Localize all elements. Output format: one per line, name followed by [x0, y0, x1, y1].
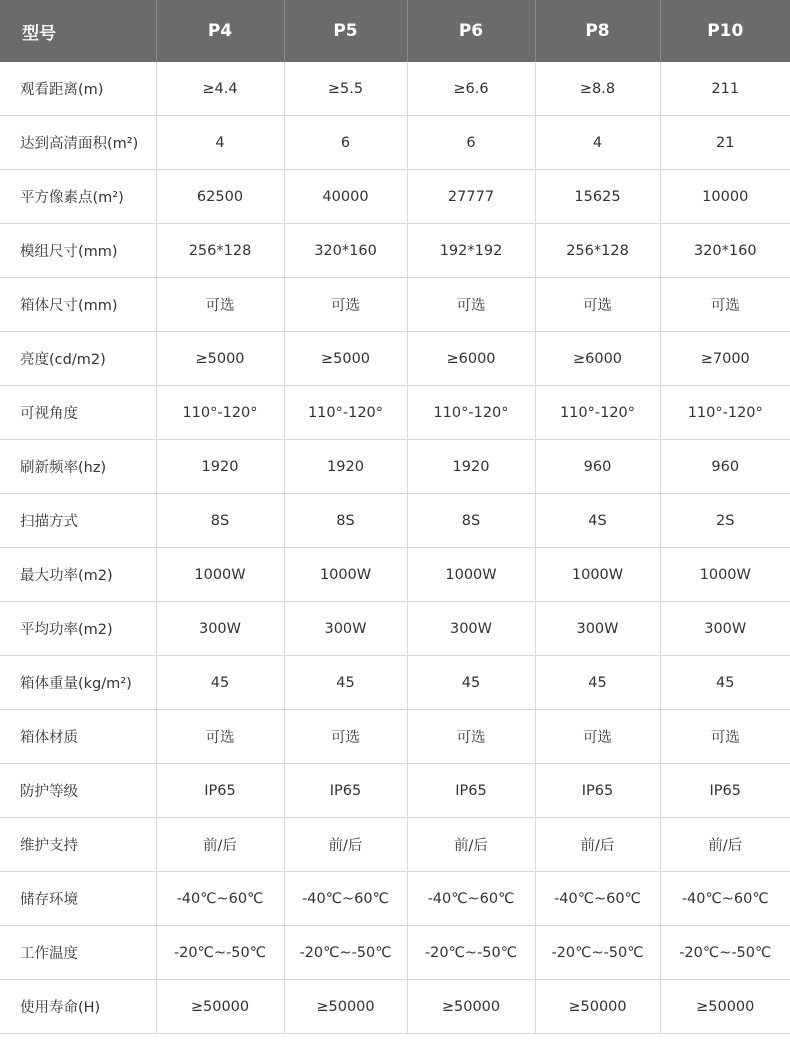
- cell-p10: -40℃~60℃: [660, 872, 790, 926]
- cell-p4: -20℃~-50℃: [156, 926, 284, 980]
- table-row: [0, 602, 790, 656]
- cell-p6: 可选: [407, 278, 535, 332]
- cell-p10: 前/后: [660, 818, 790, 872]
- cell-p6: IP65: [407, 764, 535, 818]
- cell-p6: 1920: [407, 440, 535, 494]
- cell-p4: 62500: [156, 170, 284, 224]
- cell-p8: 960: [535, 440, 660, 494]
- spec-table-body: [0, 62, 790, 1034]
- cell-p6: ≥6.6: [407, 62, 535, 116]
- header-cell-p10: P10: [660, 0, 790, 62]
- row-label: 维护支持: [0, 818, 156, 872]
- row-label: 刷新频率(hz): [0, 440, 156, 494]
- cell-p8: 前/后: [535, 818, 660, 872]
- cell-p5: 可选: [284, 278, 407, 332]
- cell-p6: -40℃~60℃: [407, 872, 535, 926]
- cell-p4: 前/后: [156, 818, 284, 872]
- cell-p10: 可选: [660, 278, 790, 332]
- cell-p5: 45: [284, 656, 407, 710]
- cell-p4: 110°-120°: [156, 386, 284, 440]
- cell-p5: IP65: [284, 764, 407, 818]
- cell-p8: 45: [535, 656, 660, 710]
- cell-p4: 8S: [156, 494, 284, 548]
- header-cell-p6: P6: [407, 0, 535, 62]
- cell-p4: ≥4.4: [156, 62, 284, 116]
- cell-p8: 300W: [535, 602, 660, 656]
- cell-p6: 可选: [407, 710, 535, 764]
- cell-p6: 192*192: [407, 224, 535, 278]
- spec-table-header: [0, 0, 790, 62]
- cell-p6: 110°-120°: [407, 386, 535, 440]
- cell-p6: ≥50000: [407, 980, 535, 1034]
- row-label: 工作温度: [0, 926, 156, 980]
- cell-p5: 1920: [284, 440, 407, 494]
- row-label: 达到高清面积(m²): [0, 116, 156, 170]
- cell-p8: -40℃~60℃: [535, 872, 660, 926]
- cell-p4: 4: [156, 116, 284, 170]
- cell-p6: 前/后: [407, 818, 535, 872]
- table-row: [0, 386, 790, 440]
- cell-p6: 45: [407, 656, 535, 710]
- cell-p10: 960: [660, 440, 790, 494]
- cell-p4: 可选: [156, 278, 284, 332]
- cell-p5: ≥50000: [284, 980, 407, 1034]
- table-row: [0, 278, 790, 332]
- cell-p4: ≥50000: [156, 980, 284, 1034]
- table-row: [0, 872, 790, 926]
- cell-p10: -20℃~-50℃: [660, 926, 790, 980]
- cell-p5: 40000: [284, 170, 407, 224]
- cell-p4: 1920: [156, 440, 284, 494]
- cell-p6: 1000W: [407, 548, 535, 602]
- row-label: 使用寿命(H): [0, 980, 156, 1034]
- table-row: [0, 656, 790, 710]
- row-label: 最大功率(m2): [0, 548, 156, 602]
- cell-p8: 1000W: [535, 548, 660, 602]
- header-cell-p5: P5: [284, 0, 407, 62]
- cell-p5: 6: [284, 116, 407, 170]
- row-label: 防护等级: [0, 764, 156, 818]
- cell-p10: 2S: [660, 494, 790, 548]
- cell-p10: ≥7000: [660, 332, 790, 386]
- row-label: 亮度(cd/m2): [0, 332, 156, 386]
- cell-p5: 前/后: [284, 818, 407, 872]
- cell-p4: 300W: [156, 602, 284, 656]
- cell-p10: IP65: [660, 764, 790, 818]
- cell-p8: ≥8.8: [535, 62, 660, 116]
- cell-p6: 8S: [407, 494, 535, 548]
- cell-p5: 可选: [284, 710, 407, 764]
- cell-p8: 4: [535, 116, 660, 170]
- table-row: [0, 764, 790, 818]
- header-cell-p8: P8: [535, 0, 660, 62]
- cell-p5: 1000W: [284, 548, 407, 602]
- row-label: 平方像素点(m²): [0, 170, 156, 224]
- cell-p5: -20℃~-50℃: [284, 926, 407, 980]
- table-row: [0, 116, 790, 170]
- cell-p5: 8S: [284, 494, 407, 548]
- cell-p10: 可选: [660, 710, 790, 764]
- cell-p10: 45: [660, 656, 790, 710]
- header-cell-p4: P4: [156, 0, 284, 62]
- row-label: 扫描方式: [0, 494, 156, 548]
- cell-p10: 10000: [660, 170, 790, 224]
- cell-p8: -20℃~-50℃: [535, 926, 660, 980]
- cell-p5: -40℃~60℃: [284, 872, 407, 926]
- cell-p8: ≥6000: [535, 332, 660, 386]
- header-cell-model: 型号: [0, 0, 156, 62]
- cell-p10: 1000W: [660, 548, 790, 602]
- row-label: 可视角度: [0, 386, 156, 440]
- cell-p8: 15625: [535, 170, 660, 224]
- table-row: [0, 980, 790, 1034]
- cell-p5: ≥5.5: [284, 62, 407, 116]
- cell-p4: 1000W: [156, 548, 284, 602]
- cell-p4: 可选: [156, 710, 284, 764]
- table-row: [0, 224, 790, 278]
- cell-p6: 300W: [407, 602, 535, 656]
- cell-p4: -40℃~60℃: [156, 872, 284, 926]
- cell-p8: 110°-120°: [535, 386, 660, 440]
- cell-p8: 可选: [535, 278, 660, 332]
- cell-p6: 6: [407, 116, 535, 170]
- cell-p10: 320*160: [660, 224, 790, 278]
- cell-p8: 256*128: [535, 224, 660, 278]
- cell-p4: 45: [156, 656, 284, 710]
- row-label: 箱体重量(kg/m²): [0, 656, 156, 710]
- row-label: 模组尺寸(mm): [0, 224, 156, 278]
- cell-p10: ≥50000: [660, 980, 790, 1034]
- cell-p6: 27777: [407, 170, 535, 224]
- cell-p10: 300W: [660, 602, 790, 656]
- cell-p10: 110°-120°: [660, 386, 790, 440]
- row-label: 储存环境: [0, 872, 156, 926]
- cell-p6: ≥6000: [407, 332, 535, 386]
- cell-p6: -20℃~-50℃: [407, 926, 535, 980]
- row-label: 观看距离(m): [0, 62, 156, 116]
- cell-p5: 320*160: [284, 224, 407, 278]
- table-row: [0, 548, 790, 602]
- table-row: [0, 170, 790, 224]
- cell-p4: IP65: [156, 764, 284, 818]
- cell-p5: 110°-120°: [284, 386, 407, 440]
- cell-p4: 256*128: [156, 224, 284, 278]
- header-row: [0, 0, 790, 62]
- cell-p8: IP65: [535, 764, 660, 818]
- cell-p8: 4S: [535, 494, 660, 548]
- table-row: [0, 926, 790, 980]
- row-label: 箱体尺寸(mm): [0, 278, 156, 332]
- row-label: 箱体材质: [0, 710, 156, 764]
- cell-p10: 211: [660, 62, 790, 116]
- table-row: [0, 440, 790, 494]
- row-label: 平均功率(m2): [0, 602, 156, 656]
- cell-p8: ≥50000: [535, 980, 660, 1034]
- cell-p8: 可选: [535, 710, 660, 764]
- table-row: [0, 62, 790, 116]
- cell-p5: ≥5000: [284, 332, 407, 386]
- table-row: [0, 818, 790, 872]
- table-row: [0, 494, 790, 548]
- cell-p10: 21: [660, 116, 790, 170]
- table-row: [0, 332, 790, 386]
- cell-p4: ≥5000: [156, 332, 284, 386]
- cell-p5: 300W: [284, 602, 407, 656]
- table-row: [0, 710, 790, 764]
